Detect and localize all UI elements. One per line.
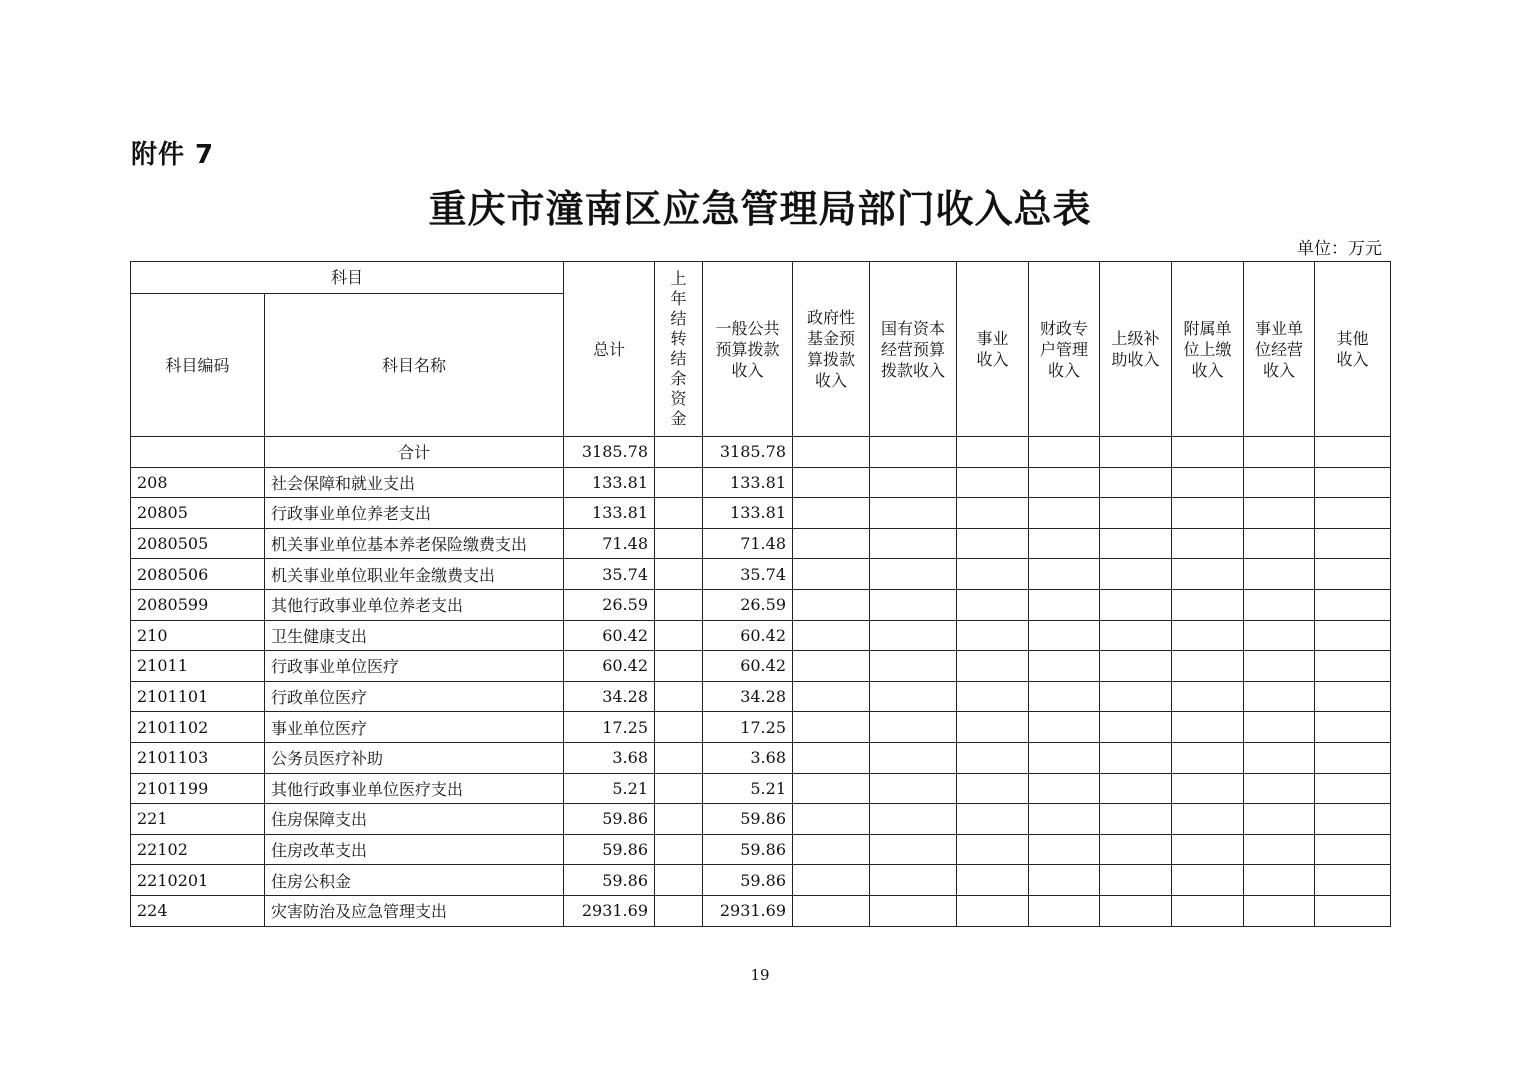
header-affiliated-turnover-text: 附属单位上缴收入 bbox=[1183, 318, 1232, 380]
row-empty-cell bbox=[1315, 712, 1391, 743]
row-general-budget: 5.21 bbox=[703, 773, 793, 804]
row-total: 2931.69 bbox=[564, 895, 655, 926]
row-empty-cell bbox=[793, 773, 870, 804]
row-name: 住房保障支出 bbox=[265, 804, 564, 835]
table-row bbox=[131, 528, 1391, 559]
row-empty-cell bbox=[1315, 498, 1391, 529]
row-empty-cell bbox=[870, 742, 957, 773]
row-carryover bbox=[655, 620, 703, 651]
header-upper-subsidy-text: 上级补助收入 bbox=[1111, 329, 1160, 369]
row-general-budget: 26.59 bbox=[703, 589, 793, 620]
row-empty-cell bbox=[1244, 498, 1315, 529]
row-empty-cell bbox=[1315, 681, 1391, 712]
row-name: 行政事业单位医疗 bbox=[265, 651, 564, 682]
row-empty-cell bbox=[1029, 865, 1100, 896]
row-empty-cell bbox=[957, 773, 1029, 804]
row-total: 59.86 bbox=[564, 834, 655, 865]
row-empty-cell bbox=[1172, 620, 1244, 651]
page-number: 19 bbox=[750, 966, 770, 984]
header-special-account bbox=[1029, 262, 1100, 437]
row-empty-cell bbox=[793, 865, 870, 896]
row-empty-cell bbox=[957, 742, 1029, 773]
row-empty-cell bbox=[1172, 467, 1244, 498]
row-carryover bbox=[655, 651, 703, 682]
row-empty-cell bbox=[870, 651, 957, 682]
header-state-capital-text: 国有资本经营预算拨款收入 bbox=[880, 318, 945, 380]
row-carryover bbox=[655, 865, 703, 896]
row-total: 17.25 bbox=[564, 712, 655, 743]
row-empty-cell bbox=[1315, 804, 1391, 835]
row-empty-cell bbox=[1172, 498, 1244, 529]
row-empty-cell bbox=[1172, 834, 1244, 865]
row-empty-cell bbox=[1315, 559, 1391, 590]
row-code: 210 bbox=[131, 620, 265, 651]
row-carryover bbox=[655, 589, 703, 620]
row-empty-cell bbox=[1244, 620, 1315, 651]
row-empty-cell bbox=[1172, 895, 1244, 926]
row-empty-cell bbox=[1244, 528, 1315, 559]
income-summary-table bbox=[130, 261, 1391, 927]
row-general-budget: 60.42 bbox=[703, 651, 793, 682]
row-total: 35.74 bbox=[564, 559, 655, 590]
row-empty-cell bbox=[870, 712, 957, 743]
header-subject-group: 科目 bbox=[131, 262, 564, 294]
row-empty-cell bbox=[957, 589, 1029, 620]
row-total: 5.21 bbox=[564, 773, 655, 804]
row-empty-cell bbox=[1100, 498, 1172, 529]
row-empty-cell bbox=[957, 681, 1029, 712]
row-name: 住房改革支出 bbox=[265, 834, 564, 865]
row-empty-cell bbox=[1029, 681, 1100, 712]
row-code: 2080505 bbox=[131, 528, 265, 559]
row-empty-cell bbox=[1100, 865, 1172, 896]
row-empty-cell bbox=[1100, 834, 1172, 865]
row-name: 机关事业单位基本养老保险缴费支出 bbox=[265, 528, 564, 559]
header-business-income bbox=[957, 262, 1029, 437]
row-empty-cell bbox=[1172, 589, 1244, 620]
row-empty-cell bbox=[1244, 865, 1315, 896]
document-title: 重庆市潼南区应急管理局部门收入总表 bbox=[428, 186, 1092, 231]
total-row-name: 合计 bbox=[265, 437, 564, 468]
row-total: 3.68 bbox=[564, 742, 655, 773]
row-empty-cell bbox=[1029, 773, 1100, 804]
unit-label: 单位：万元 bbox=[1297, 239, 1382, 259]
row-empty-cell bbox=[1100, 742, 1172, 773]
row-carryover bbox=[655, 742, 703, 773]
row-name: 卫生健康支出 bbox=[265, 620, 564, 651]
row-name: 行政事业单位养老支出 bbox=[265, 498, 564, 529]
header-subject-code: 科目编码 bbox=[131, 294, 265, 437]
row-empty-cell bbox=[1244, 681, 1315, 712]
header-special-account-text: 财政专户管理收入 bbox=[1039, 318, 1088, 380]
table-row bbox=[131, 589, 1391, 620]
total-row bbox=[131, 437, 1391, 468]
total-row-code bbox=[131, 437, 265, 468]
row-name: 机关事业单位职业年金缴费支出 bbox=[265, 559, 564, 590]
row-empty-cell bbox=[1029, 895, 1100, 926]
row-general-budget: 34.28 bbox=[703, 681, 793, 712]
row-carryover bbox=[655, 559, 703, 590]
row-general-budget: 17.25 bbox=[703, 712, 793, 743]
row-empty-cell bbox=[1029, 498, 1100, 529]
row-empty-cell bbox=[1029, 651, 1100, 682]
row-empty-cell bbox=[793, 620, 870, 651]
table-row bbox=[131, 712, 1391, 743]
header-gov-fund-text: 政府性基金预算拨款收入 bbox=[806, 308, 855, 390]
row-empty-cell bbox=[1100, 589, 1172, 620]
row-empty-cell bbox=[1172, 559, 1244, 590]
row-empty-cell bbox=[957, 895, 1029, 926]
row-carryover bbox=[655, 804, 703, 835]
row-code: 21011 bbox=[131, 651, 265, 682]
row-general-budget: 133.81 bbox=[703, 467, 793, 498]
row-general-budget: 133.81 bbox=[703, 498, 793, 529]
row-empty-cell bbox=[1100, 651, 1172, 682]
row-empty-cell bbox=[957, 528, 1029, 559]
row-empty-cell bbox=[1100, 712, 1172, 743]
row-empty-cell bbox=[1315, 467, 1391, 498]
row-carryover bbox=[655, 528, 703, 559]
row-empty-cell bbox=[1100, 528, 1172, 559]
row-empty-cell bbox=[1315, 651, 1391, 682]
row-empty-cell bbox=[1244, 467, 1315, 498]
row-code: 2101199 bbox=[131, 773, 265, 804]
row-empty-cell bbox=[1172, 651, 1244, 682]
row-name: 行政单位医疗 bbox=[265, 681, 564, 712]
table-row bbox=[131, 865, 1391, 896]
row-empty-cell bbox=[793, 742, 870, 773]
row-code: 2101103 bbox=[131, 742, 265, 773]
row-empty-cell bbox=[870, 589, 957, 620]
row-general-budget: 2931.69 bbox=[703, 895, 793, 926]
row-empty-cell bbox=[1244, 895, 1315, 926]
row-empty-cell bbox=[1029, 589, 1100, 620]
table-row bbox=[131, 498, 1391, 529]
row-code: 2080599 bbox=[131, 589, 265, 620]
row-empty-cell bbox=[1100, 773, 1172, 804]
row-empty-cell bbox=[957, 865, 1029, 896]
row-total: 60.42 bbox=[564, 620, 655, 651]
table-row bbox=[131, 834, 1391, 865]
table-row bbox=[131, 651, 1391, 682]
header-business-operation bbox=[1244, 262, 1315, 437]
row-empty-cell bbox=[1244, 651, 1315, 682]
row-empty-cell bbox=[1100, 467, 1172, 498]
header-business-income-text: 事业收入 bbox=[976, 329, 1009, 369]
header-subject-name: 科目名称 bbox=[265, 294, 564, 437]
row-total: 60.42 bbox=[564, 651, 655, 682]
row-empty-cell bbox=[1244, 773, 1315, 804]
row-empty-cell bbox=[957, 620, 1029, 651]
row-empty-cell bbox=[1100, 559, 1172, 590]
row-code: 22102 bbox=[131, 834, 265, 865]
row-empty-cell bbox=[870, 620, 957, 651]
row-empty-cell bbox=[793, 651, 870, 682]
row-general-budget: 59.86 bbox=[703, 804, 793, 835]
header-carryover-text: 上 年 结 转 结 余 资 金 bbox=[670, 269, 687, 428]
row-empty-cell bbox=[1315, 528, 1391, 559]
row-general-budget: 60.42 bbox=[703, 620, 793, 651]
row-empty-cell bbox=[957, 712, 1029, 743]
table-row bbox=[131, 742, 1391, 773]
row-total: 26.59 bbox=[564, 589, 655, 620]
row-name: 其他行政事业单位养老支出 bbox=[265, 589, 564, 620]
row-empty-cell bbox=[1315, 895, 1391, 926]
row-empty-cell bbox=[1315, 834, 1391, 865]
row-code: 20805 bbox=[131, 498, 265, 529]
row-empty-cell bbox=[1172, 804, 1244, 835]
row-carryover bbox=[655, 467, 703, 498]
row-empty-cell bbox=[793, 895, 870, 926]
row-empty-cell bbox=[1244, 834, 1315, 865]
row-empty-cell bbox=[1315, 773, 1391, 804]
row-empty-cell bbox=[957, 467, 1029, 498]
row-empty-cell bbox=[1172, 681, 1244, 712]
row-name: 社会保障和就业支出 bbox=[265, 467, 564, 498]
row-empty-cell bbox=[1100, 681, 1172, 712]
row-empty-cell bbox=[870, 498, 957, 529]
header-state-capital bbox=[870, 262, 957, 437]
header-other-income bbox=[1315, 262, 1391, 437]
row-empty-cell bbox=[870, 834, 957, 865]
header-business-operation-text: 事业单位经营收入 bbox=[1254, 318, 1303, 380]
row-empty-cell bbox=[1029, 620, 1100, 651]
row-total: 71.48 bbox=[564, 528, 655, 559]
row-empty-cell bbox=[1029, 528, 1100, 559]
row-empty-cell bbox=[1100, 804, 1172, 835]
row-empty-cell bbox=[1172, 528, 1244, 559]
row-total: 133.81 bbox=[564, 498, 655, 529]
row-carryover bbox=[655, 681, 703, 712]
header-gov-fund bbox=[793, 262, 870, 437]
total-row-carryover bbox=[655, 437, 703, 468]
row-empty-cell bbox=[1172, 742, 1244, 773]
row-empty-cell bbox=[793, 589, 870, 620]
table-row bbox=[131, 895, 1391, 926]
row-general-budget: 59.86 bbox=[703, 865, 793, 896]
row-empty-cell bbox=[1172, 773, 1244, 804]
row-code: 2101102 bbox=[131, 712, 265, 743]
attachment-label: 附件 7 bbox=[131, 140, 215, 170]
row-carryover bbox=[655, 834, 703, 865]
row-name: 灾害防治及应急管理支出 bbox=[265, 895, 564, 926]
row-empty-cell bbox=[1029, 559, 1100, 590]
table-row bbox=[131, 559, 1391, 590]
row-empty-cell bbox=[1029, 804, 1100, 835]
row-empty-cell bbox=[793, 467, 870, 498]
row-carryover bbox=[655, 712, 703, 743]
header-carryover bbox=[655, 262, 703, 437]
row-name: 事业单位医疗 bbox=[265, 712, 564, 743]
row-general-budget: 59.86 bbox=[703, 834, 793, 865]
row-empty-cell bbox=[1244, 589, 1315, 620]
row-total: 34.28 bbox=[564, 681, 655, 712]
row-empty-cell bbox=[1244, 804, 1315, 835]
row-empty-cell bbox=[1315, 589, 1391, 620]
table-row bbox=[131, 773, 1391, 804]
row-empty-cell bbox=[793, 804, 870, 835]
row-empty-cell bbox=[1100, 620, 1172, 651]
row-general-budget: 3.68 bbox=[703, 742, 793, 773]
row-empty-cell bbox=[1172, 712, 1244, 743]
row-code: 224 bbox=[131, 895, 265, 926]
row-empty-cell bbox=[1172, 865, 1244, 896]
row-empty-cell bbox=[870, 865, 957, 896]
row-empty-cell bbox=[793, 498, 870, 529]
row-code: 208 bbox=[131, 467, 265, 498]
row-empty-cell bbox=[1315, 620, 1391, 651]
row-empty-cell bbox=[1244, 559, 1315, 590]
header-general-budget-text: 一般公共预算拨款收入 bbox=[715, 318, 780, 380]
table-row bbox=[131, 804, 1391, 835]
row-empty-cell bbox=[1244, 742, 1315, 773]
row-code: 221 bbox=[131, 804, 265, 835]
row-name: 其他行政事业单位医疗支出 bbox=[265, 773, 564, 804]
row-carryover bbox=[655, 498, 703, 529]
row-empty-cell bbox=[957, 559, 1029, 590]
header-affiliated-turnover bbox=[1172, 262, 1244, 437]
row-empty-cell bbox=[793, 712, 870, 743]
row-empty-cell bbox=[870, 895, 957, 926]
row-empty-cell bbox=[1029, 712, 1100, 743]
header-total: 总计 bbox=[564, 262, 655, 437]
header-general-budget bbox=[703, 262, 793, 437]
row-code: 2210201 bbox=[131, 865, 265, 896]
header-upper-subsidy bbox=[1100, 262, 1172, 437]
row-total: 59.86 bbox=[564, 804, 655, 835]
row-empty-cell bbox=[870, 467, 957, 498]
row-empty-cell bbox=[957, 804, 1029, 835]
row-empty-cell bbox=[793, 528, 870, 559]
row-empty-cell bbox=[870, 559, 957, 590]
row-empty-cell bbox=[1100, 895, 1172, 926]
table-row bbox=[131, 681, 1391, 712]
row-empty-cell bbox=[793, 559, 870, 590]
row-empty-cell bbox=[1029, 742, 1100, 773]
row-name: 住房公积金 bbox=[265, 865, 564, 896]
table-row bbox=[131, 620, 1391, 651]
row-empty-cell bbox=[957, 834, 1029, 865]
row-empty-cell bbox=[1315, 865, 1391, 896]
row-general-budget: 35.74 bbox=[703, 559, 793, 590]
row-empty-cell bbox=[1315, 742, 1391, 773]
row-empty-cell bbox=[870, 681, 957, 712]
row-empty-cell bbox=[1029, 467, 1100, 498]
row-empty-cell bbox=[793, 834, 870, 865]
row-code: 2101101 bbox=[131, 681, 265, 712]
row-general-budget: 71.48 bbox=[703, 528, 793, 559]
total-row-total: 3185.78 bbox=[564, 437, 655, 468]
row-empty-cell bbox=[1029, 834, 1100, 865]
row-total: 133.81 bbox=[564, 467, 655, 498]
row-carryover bbox=[655, 773, 703, 804]
row-name: 公务员医疗补助 bbox=[265, 742, 564, 773]
row-empty-cell bbox=[870, 528, 957, 559]
row-empty-cell bbox=[957, 651, 1029, 682]
row-carryover bbox=[655, 895, 703, 926]
table-row bbox=[131, 467, 1391, 498]
row-total: 59.86 bbox=[564, 865, 655, 896]
row-empty-cell bbox=[870, 773, 957, 804]
row-empty-cell bbox=[870, 804, 957, 835]
row-empty-cell bbox=[793, 681, 870, 712]
row-empty-cell bbox=[957, 498, 1029, 529]
row-empty-cell bbox=[1244, 712, 1315, 743]
header-other-income-text: 其他收入 bbox=[1336, 329, 1369, 369]
row-code: 2080506 bbox=[131, 559, 265, 590]
total-row-general-budget: 3185.78 bbox=[703, 437, 793, 468]
